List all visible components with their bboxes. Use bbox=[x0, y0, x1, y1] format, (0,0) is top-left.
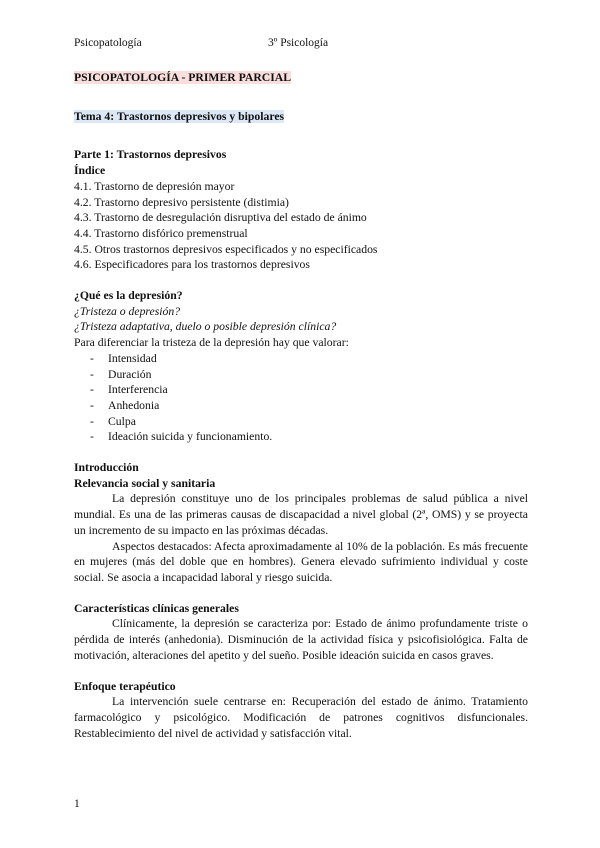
que-es-heading: ¿Qué es la depresión? bbox=[74, 289, 183, 303]
indice-item: 4.3. Trastorno de desregulación disruptiva del estado de ánimo bbox=[74, 211, 367, 225]
document-body bbox=[74, 70, 528, 741]
header-subject: Psicopatología bbox=[74, 37, 142, 49]
list-item: - Ideación suicida y funcionamiento. bbox=[90, 430, 273, 444]
introduccion-heading: Introducción bbox=[74, 461, 139, 475]
page-number: 1 bbox=[74, 798, 80, 810]
relevancia-paragraph-1: La depresión constituye uno de los principales problemas de salud pública a nivel mundial. Es una de las primeras causas de discapacidad a nivel global (2ª, OMS) y se proyecta un incremento de su impacto en las próximas décadas. bbox=[74, 492, 528, 537]
header-course: 3º Psicología bbox=[268, 37, 329, 49]
tema-heading: Tema 4: Trastornos depresivos y bipolares bbox=[74, 109, 285, 123]
indice-item: 4.5. Otros trastornos depresivos especificados y no especificados bbox=[74, 242, 378, 256]
question-1: ¿Tristeza o depresión? bbox=[74, 304, 181, 318]
list-item: - Culpa bbox=[90, 414, 136, 428]
valorar-intro: Para diferenciar la tristeza de la depresión hay que valorar: bbox=[74, 336, 349, 350]
relevancia-paragraph-2: Aspectos destacados: Afecta aproximadamente al 10% de la población. Es más frecuente en mujeres (más del doble que en hombres). Genera elevado sufrimiento individual y coste social. Se asocia a incapacidad laboral y riesgo suicida. bbox=[74, 539, 528, 584]
question-2: ¿Tristeza adaptativa, duelo o posible depresión clínica? bbox=[74, 320, 337, 334]
list-item: - Duración bbox=[90, 367, 152, 381]
list-item: - Anhedonia bbox=[90, 398, 160, 412]
parte-heading: Parte 1: Trastornos depresivos bbox=[74, 148, 227, 162]
indice-heading: Índice bbox=[74, 164, 106, 178]
list-item: - Interferencia bbox=[90, 383, 168, 397]
indice-item: 4.4. Trastorno disfórico premenstrual bbox=[74, 226, 248, 240]
indice-item: 4.2. Trastorno depresivo persistente (distimia) bbox=[74, 195, 289, 209]
caracteristicas-paragraph: Clínicamente, la depresión se caracteriza por: Estado de ánimo profundamente triste o pérdida de interés (anhedonia). Disminución de la actividad física y psicofisiológica. Falta de motivación, alteraciones del apetito y del sueño. Posible ideación suicida en casos graves. bbox=[74, 617, 528, 662]
enfoque-paragraph: La intervención suele centrarse en: Recuperación del estado de ánimo. Tratamiento farmacológico y psicológico. Modificación de patrones cognitivos disfuncionales. Restablecimiento del nivel de actividad y satisfacción vital. bbox=[74, 695, 528, 740]
list-item: - Intensidad bbox=[90, 351, 157, 365]
indice-item: 4.6. Especificadores para los trastornos depresivos bbox=[74, 258, 310, 272]
indice-list bbox=[74, 179, 528, 273]
caracteristicas-heading: Características clínicas generales bbox=[74, 601, 239, 615]
enfoque-heading: Enfoque terapéutico bbox=[74, 679, 176, 693]
document-title: PSICOPATOLOGÍA - PRIMER PARCIAL bbox=[74, 71, 291, 84]
indice-item: 4.1. Trastorno de depresión mayor bbox=[74, 179, 235, 193]
relevancia-heading: Relevancia social y sanitaria bbox=[74, 476, 216, 490]
valorar-list bbox=[74, 351, 528, 445]
